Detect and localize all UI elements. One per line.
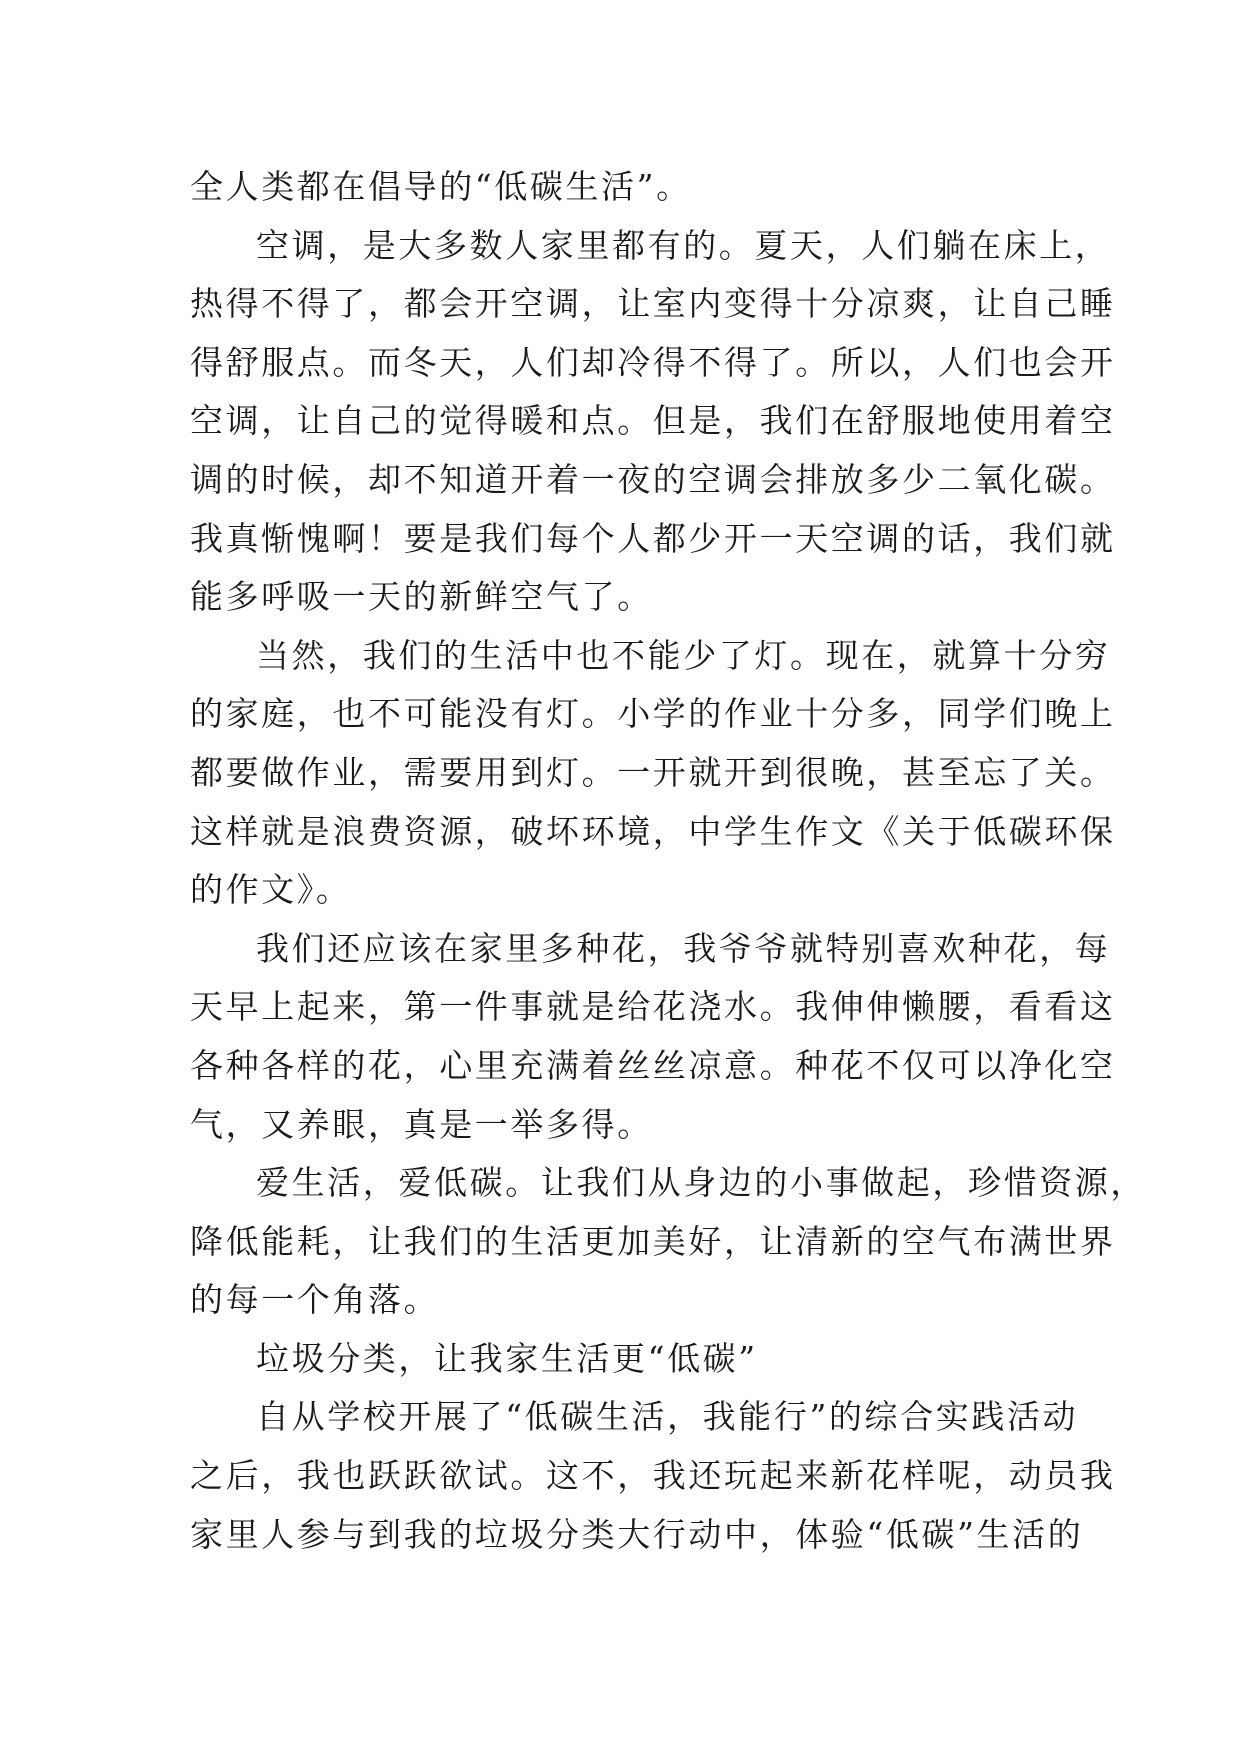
text-line: 的每一个角落。: [190, 1280, 440, 1320]
text-line: 家里人参与到我的垃圾分类大行动中，体验“低碳”生活的: [190, 1514, 1084, 1554]
text-line: 能多呼吸一天的新鲜空气了。: [190, 577, 653, 617]
text-line: 的作文》。: [190, 870, 352, 910]
text-line: 气，又养眼，真是一举多得。: [190, 1104, 653, 1144]
text-line: 的家庭，也不可能没有灯。小学的作业十分多，同学们晚上: [190, 694, 1116, 734]
text-line: 当然，我们的生活中也不能少了灯。现在，就算十分穷: [256, 635, 1111, 675]
text-line: 得舒服点。而冬天，人们却冷得不得了。所以，人们也会开: [190, 342, 1116, 382]
text-line: 爱生活，爱低碳。让我们从身边的小事做起，珍惜资源，: [256, 1163, 1146, 1203]
text-line: 全人类都在倡导的“低碳生活”。: [190, 167, 692, 206]
text-line: 空调，是大多数人家里都有的。夏天，人们躺在床上，: [256, 225, 1111, 265]
text-line: 空调，让自己的觉得暖和点。但是，我们在舒服地使用着空: [190, 401, 1116, 441]
text-line: 天早上起来，第一件事就是给花浇水。我伸伸懒腰，看看这: [190, 987, 1116, 1027]
text-line: 各种各样的花，心里充满着丝丝凉意。种花不仅可以净化空: [190, 1045, 1116, 1085]
body-text: [190, 158, 1146, 1564]
text-line: 自从学校开展了“低碳生活，我能行”的综合实践活动: [256, 1397, 1079, 1437]
text-line: 之后，我也跃跃欲试。这不，我还玩起来新花样呢，动员我: [190, 1456, 1116, 1496]
text-line: 我们还应该在家里多种花，我爷爷就特别喜欢种花，每: [256, 928, 1111, 968]
text-line: 热得不得了，都会开空调，让室内变得十分凉爽，让自己睡: [190, 284, 1116, 324]
text-line: 降低能耗，让我们的生活更加美好，让清新的空气布满世界: [190, 1221, 1116, 1261]
text-line: 调的时候，却不知道开着一夜的空调会排放多少二氧化碳。: [190, 459, 1116, 499]
text-line: 都要做作业，需要用到灯。一开就开到很晚，甚至忘了关。: [190, 752, 1116, 792]
text-line: 这样就是浪费资源，破坏环境，中学生作文《关于低碳环保: [190, 811, 1116, 851]
subheading-line: 垃圾分类，让我家生活更“低碳”: [256, 1338, 758, 1378]
text-line: 我真惭愧啊！要是我们每个人都少开一天空调的话，我们就: [190, 518, 1116, 558]
